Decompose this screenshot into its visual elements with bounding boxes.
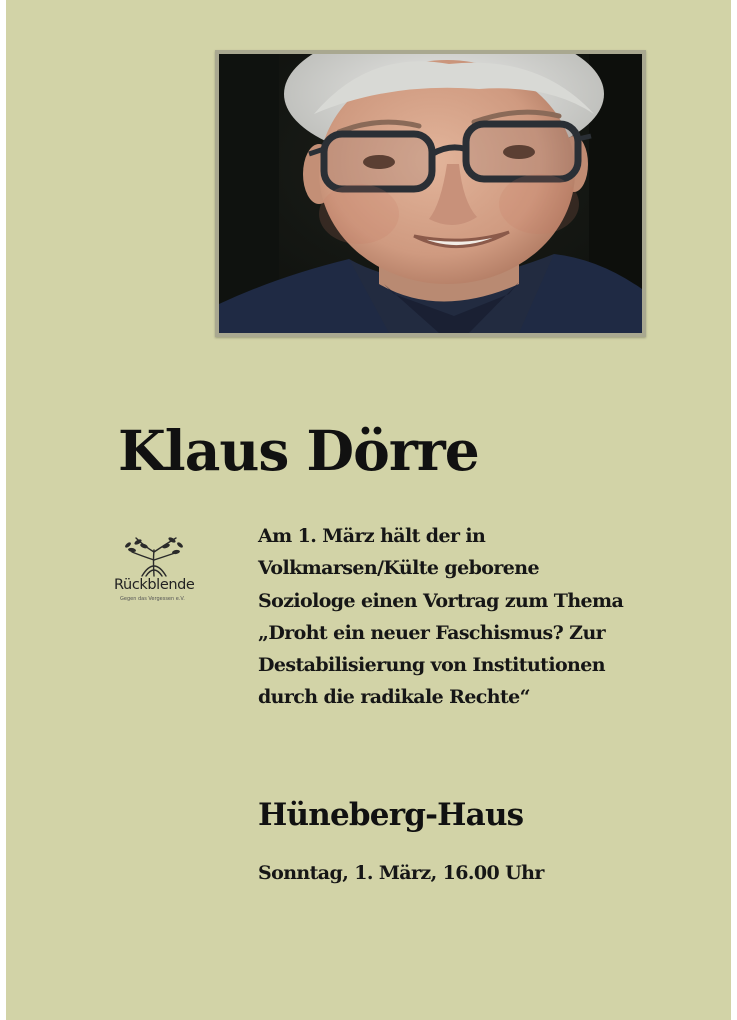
- portrait-photo: [219, 54, 642, 333]
- event-venue: Hüneberg-Haus: [258, 797, 524, 833]
- event-datetime: Sonntag, 1. März, 16.00 Uhr: [258, 862, 544, 884]
- logo-tagline: Gegen das Vergessen e.V.: [120, 596, 185, 602]
- portrait-frame: [215, 50, 646, 337]
- rueckblende-logo: [114, 530, 214, 606]
- poster-page: [6, 0, 731, 1020]
- speaker-name: Klaus Dörre: [118, 418, 479, 483]
- event-description: Am 1. März hält der in Volkmarsen/Külte geborene Soziologe einen Vortrag zum Thema „Droht ein neuer Faschismus? Zur Destabilisierung von Institutionen durch die radikale Rechte“: [258, 525, 624, 709]
- tree-sprout-icon: [114, 530, 214, 578]
- logo-name: Rückblende: [114, 577, 195, 593]
